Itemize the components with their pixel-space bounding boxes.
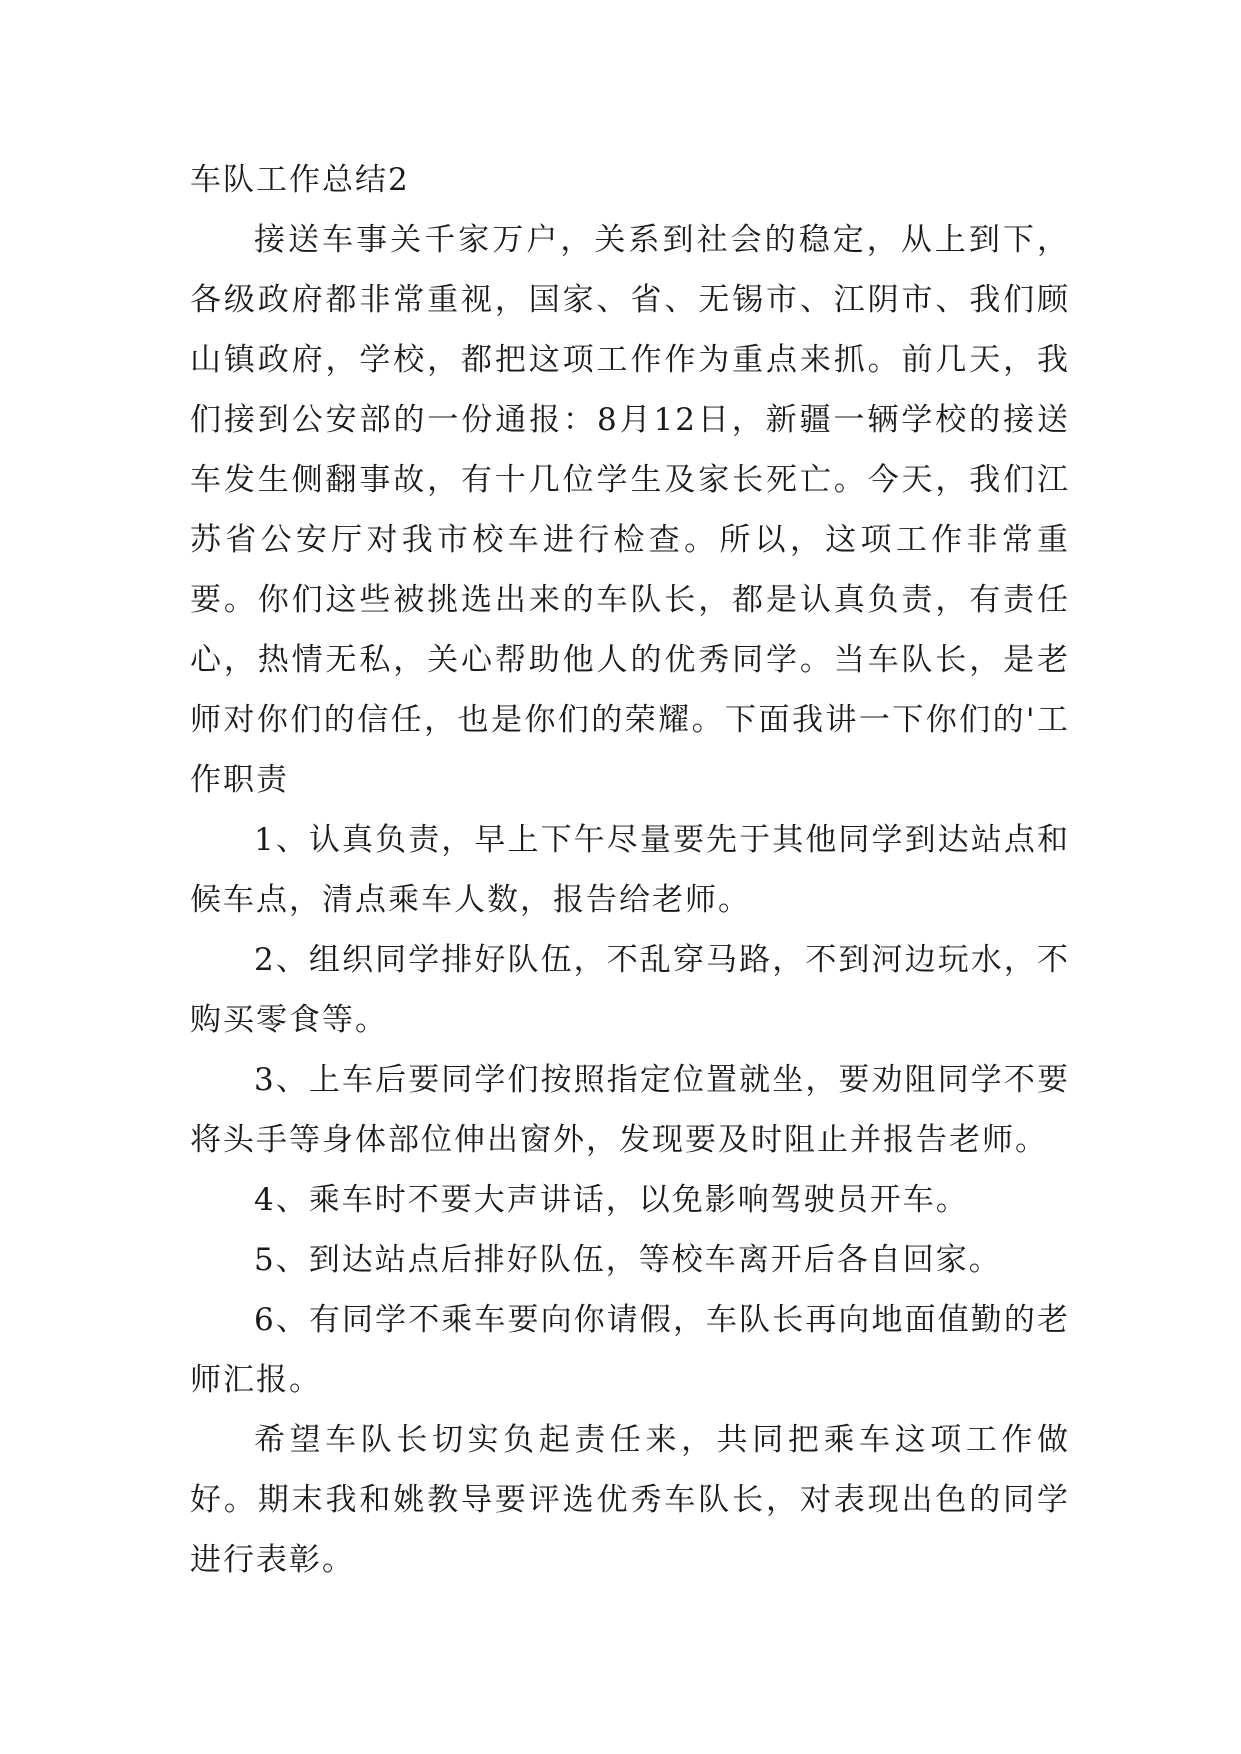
duty-item-5: 5、到达站点后排好队伍，等校车离开后各自回家。 bbox=[254, 1242, 1002, 1278]
intro-paragraph: 接送车事关千家万户，关系到社会的稳定，从上到下，各级政府都非常重视，国家、省、无锡市、江阴市、我们顾山镇政府，学校，都把这项工作作为重点来抓。前几天，我们接到公安部的一份通报：8月12日，新疆一辆学校的接送车发生侧翻事故，有十几位学生及家长死亡。今天，我们江苏省公安厅对我市校车进行检查。所以，这项工作非常重要。你们这些被挑选出来的车队长，都是认真负责，有责任心，热情无私，关心帮助他人的优秀同学。当车队长，是老师对你们的信任，也是你们的荣耀。下面我讲一下你们的'工作职责 bbox=[190, 222, 1070, 798]
duty-item-1: 1、认真负责，早上下午尽量要先于其他同学到达站点和候车点，清点乘车人数，报告给老师。 bbox=[190, 822, 1070, 918]
document-title: 车队工作总结2 bbox=[190, 162, 410, 198]
closing-paragraph: 希望车队长切实负起责任来，共同把乘车这项工作做好。期末我和姚教导要评选优秀车队长，对表现出色的同学进行表彰。 bbox=[190, 1422, 1070, 1578]
duty-item-4: 4、乘车时不要大声讲话，以免影响驾驶员开车。 bbox=[254, 1182, 969, 1218]
duty-item-6: 6、有同学不乘车要向你请假，车队长再向地面值勤的老师汇报。 bbox=[190, 1302, 1070, 1398]
duty-item-3: 3、上车后要同学们按照指定位置就坐，要劝阻同学不要将头手等身体部位伸出窗外，发现要及时阻止并报告老师。 bbox=[190, 1062, 1070, 1158]
document-body bbox=[190, 150, 1070, 1590]
duty-item-2: 2、组织同学排好队伍，不乱穿马路，不到河边玩水，不购买零食等。 bbox=[190, 942, 1070, 1038]
